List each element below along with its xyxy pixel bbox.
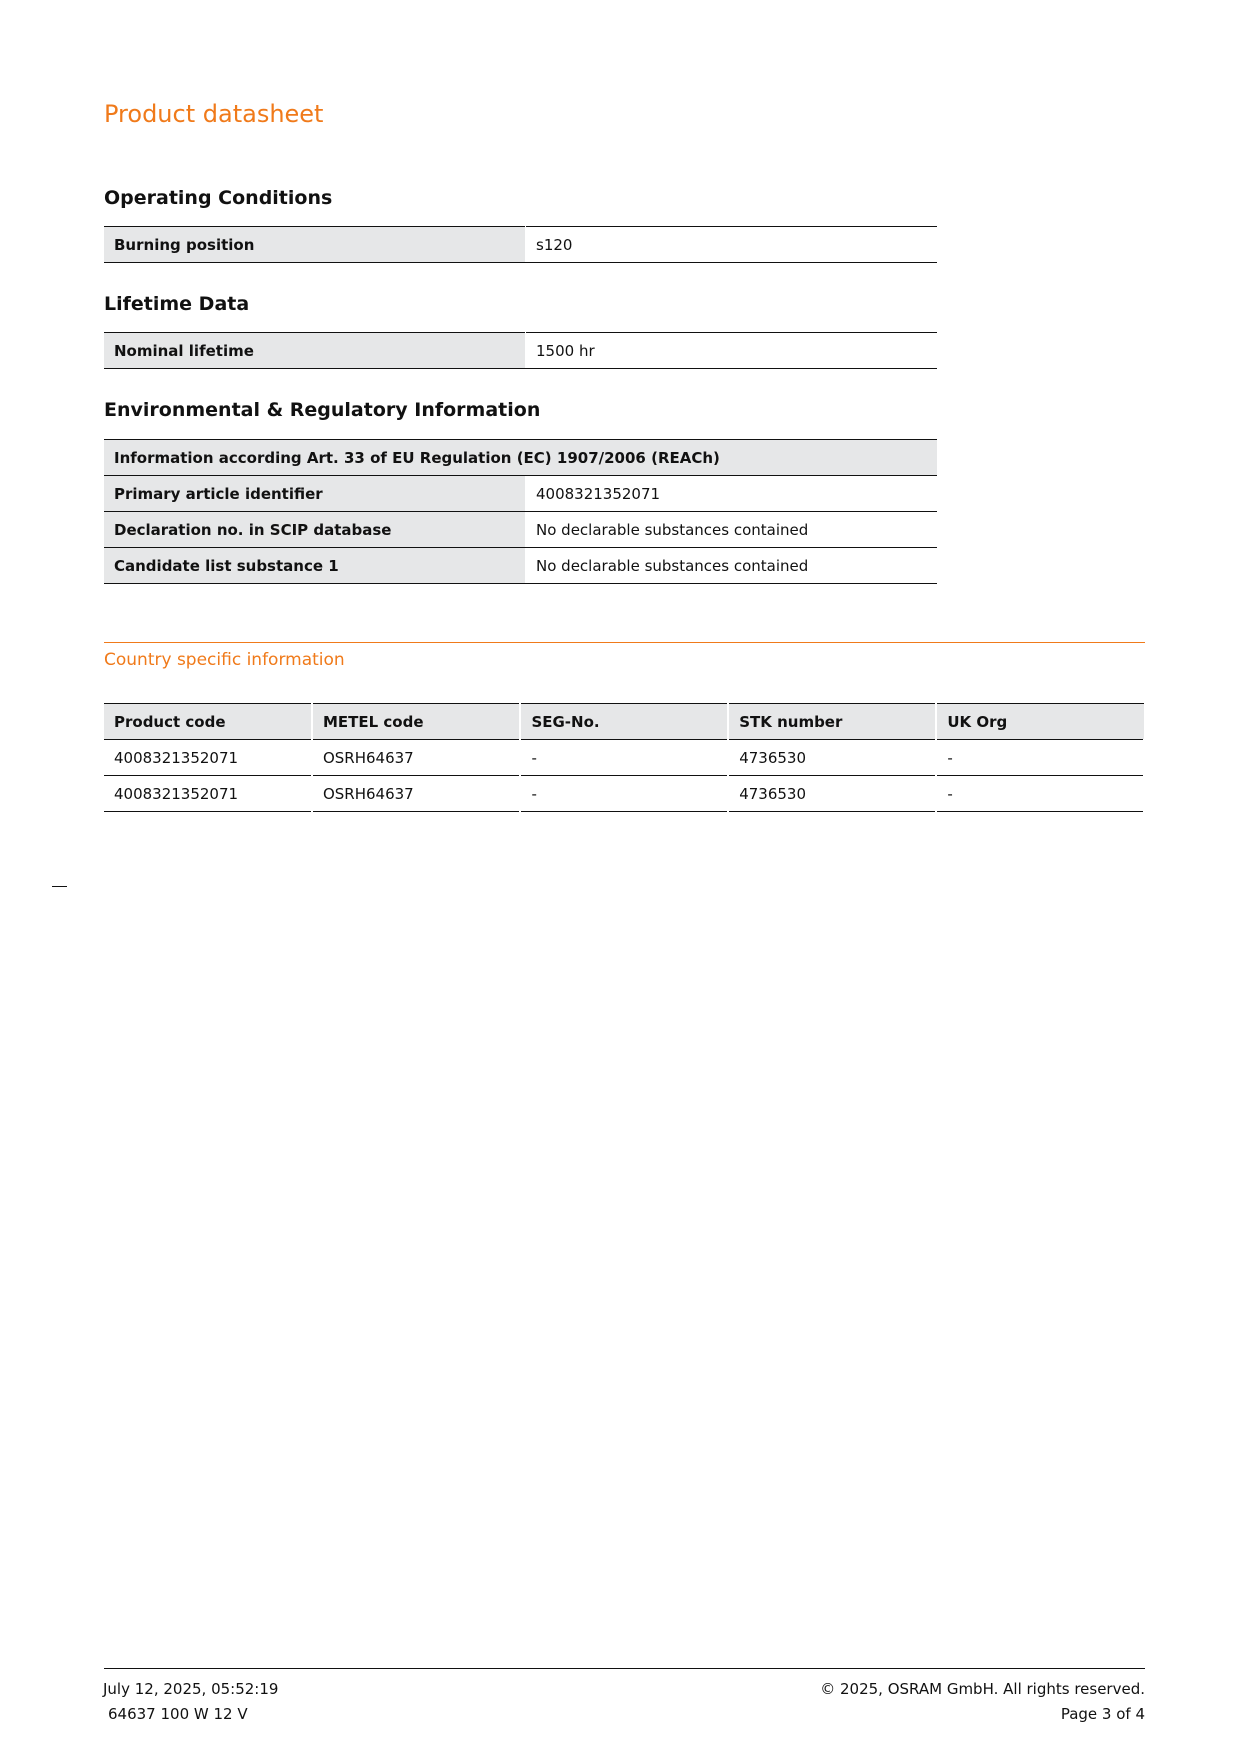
table-header-row [104, 704, 1144, 740]
row-value: 1500 hr [526, 333, 938, 369]
table-row [104, 512, 937, 548]
row-value: 4008321352071 [526, 476, 938, 512]
table-cell: 4736530 [728, 776, 936, 812]
row-value: s120 [526, 227, 938, 263]
column-header: METEL code [312, 704, 520, 740]
footer-page-number: Page 3 of 4 [1060, 1705, 1145, 1723]
footer-divider [104, 1668, 1145, 1669]
table-cell: - [520, 740, 728, 776]
row-label: Declaration no. in SCIP database [104, 512, 526, 548]
footer-copyright: © 2025, OSRAM GmbH. All rights reserved. [820, 1680, 1145, 1698]
table-cell: 4008321352071 [104, 776, 312, 812]
reach-header-row [104, 440, 937, 476]
column-header: SEG-No. [520, 704, 728, 740]
table-cell: - [936, 740, 1144, 776]
table-cell: - [520, 776, 728, 812]
row-value: No declarable substances contained [526, 512, 938, 548]
table-cell: 4736530 [728, 740, 936, 776]
table-cell: OSRH64637 [312, 740, 520, 776]
operating-conditions-table [104, 226, 937, 263]
column-header: UK Org [936, 704, 1144, 740]
footer-product: 64637 100 W 12 V [108, 1705, 248, 1723]
country-divider [104, 642, 1145, 643]
country-table [104, 703, 1145, 812]
margin-dash-mark [52, 886, 67, 887]
column-header: STK number [728, 704, 936, 740]
country-specific-heading: Country specific information [104, 650, 345, 670]
row-value: No declarable substances contained [526, 548, 938, 584]
table-cell: 4008321352071 [104, 740, 312, 776]
reach-table [104, 439, 937, 584]
table-cell: OSRH64637 [312, 776, 520, 812]
lifetime-data-heading: Lifetime Data [104, 293, 250, 315]
row-label: Burning position [104, 227, 526, 263]
table-row [104, 548, 937, 584]
row-label: Primary article identifier [104, 476, 526, 512]
row-label: Candidate list substance 1 [104, 548, 526, 584]
operating-conditions-heading: Operating Conditions [104, 187, 333, 209]
table-row [104, 740, 1144, 776]
column-header: Product code [104, 704, 312, 740]
footer-timestamp: July 12, 2025, 05:52:19 [103, 1680, 279, 1698]
table-row [104, 227, 937, 263]
reach-title: Information according Art. 33 of EU Regulation (EC) 1907/2006 (REACh) [104, 440, 937, 476]
table-row [104, 333, 937, 369]
lifetime-data-table [104, 332, 937, 369]
row-label: Nominal lifetime [104, 333, 526, 369]
table-cell: - [936, 776, 1144, 812]
environmental-heading: Environmental & Regulatory Information [104, 399, 541, 421]
table-row [104, 776, 1144, 812]
document-title: Product datasheet [104, 100, 324, 128]
table-row [104, 476, 937, 512]
